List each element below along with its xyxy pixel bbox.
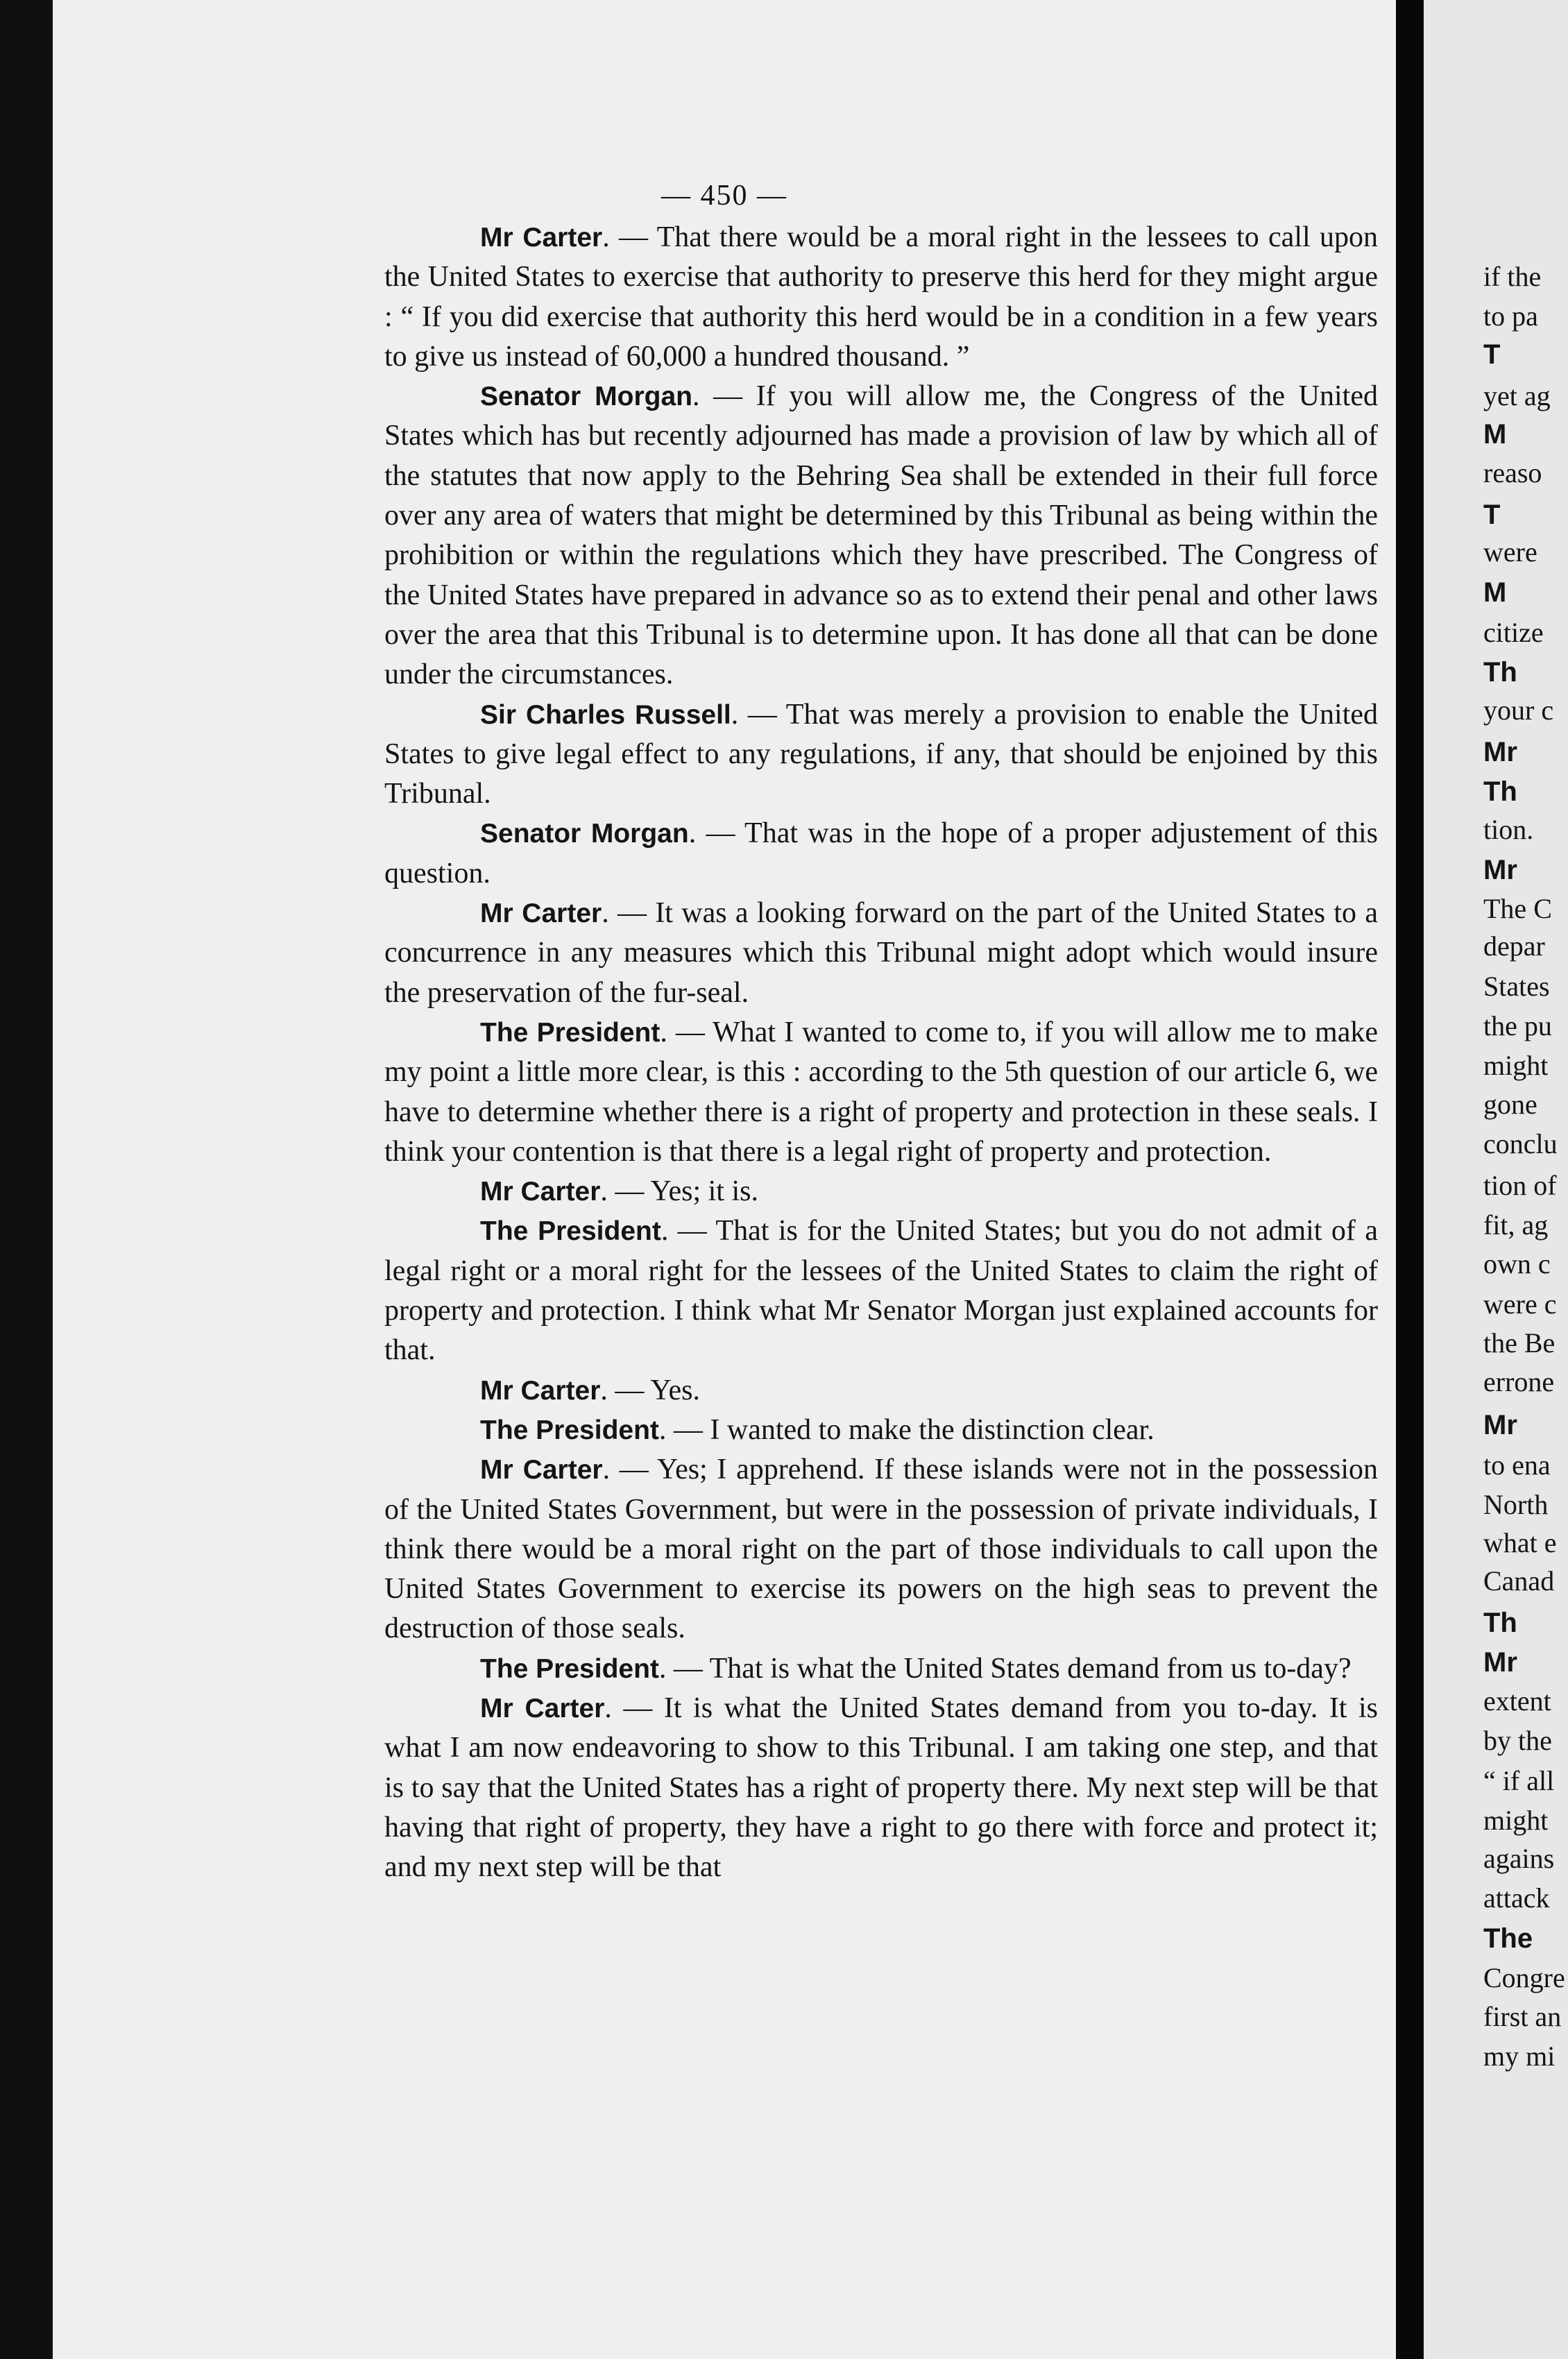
facing-text-fragment: might (1483, 1050, 1549, 1081)
facing-text-fragment: depar (1483, 930, 1545, 962)
speaker-name: Mr Carter (480, 899, 602, 929)
facing-page-line (1483, 1449, 1551, 1481)
facing-page-line (1483, 2000, 1561, 2033)
facing-page-line (1483, 380, 1551, 412)
facing-page-line (1483, 930, 1545, 962)
transcript-paragraph (384, 695, 1378, 815)
facing-text-fragment: reaso (1483, 457, 1542, 488)
facing-speaker-fragment: M (1483, 577, 1507, 608)
facing-speaker-fragment: Mr (1483, 737, 1517, 767)
facing-page-line (1483, 1685, 1551, 1717)
facing-page-line (1483, 1922, 1533, 1955)
facing-page-line (1483, 1365, 1554, 1398)
facing-text-fragment: yet ag (1483, 380, 1551, 411)
speaker-name: Mr Carter (480, 223, 603, 253)
facing-page-line (1483, 1488, 1548, 1521)
transcript-paragraph (384, 218, 1378, 377)
facing-text-fragment: were (1483, 536, 1537, 568)
transcript-paragraph (384, 1371, 1378, 1411)
speech-text: . — That was merely a provision to enable the United States to give legal effect to any regulations, if any, that should be enjoined by this Tribunal. (384, 698, 1379, 810)
facing-text-fragment: The C (1483, 893, 1552, 924)
facing-page-line (1483, 1961, 1565, 1994)
speech-text: . — That is for the United States; but you do not admit of a legal right or a moral right for the lessees of the United States to claim the right of property and protection. I think what Mr Senator Morgan just explained accounts for that. (384, 1215, 1378, 1367)
facing-page-line (1483, 656, 1517, 688)
facing-speaker-fragment: Th (1483, 1608, 1517, 1638)
facing-page-line (1483, 576, 1506, 608)
facing-speaker-fragment: Mr (1483, 1647, 1517, 1678)
speech-text: . — That was in the hope of a proper adjustement of this question. (384, 817, 1378, 889)
transcript-paragraph (384, 377, 1378, 695)
facing-page-line (1483, 1288, 1556, 1320)
speaker-name: The President (480, 1415, 659, 1445)
facing-page-line (1483, 1127, 1558, 1160)
facing-page-line (1483, 2040, 1555, 2072)
facing-page-line (1483, 1408, 1517, 1441)
facing-page-line (1483, 616, 1544, 649)
speech-text: . — What I wanted to come to, if you will allow me to make my point a little more clear, is this : according to the 5th question of our article 6, we have to determine whether there is a right of property and protection in these seals. I think your contention is that there is a legal right of property and protection. (384, 1016, 1378, 1168)
facing-page-line (1483, 338, 1500, 371)
facing-text-fragment: what e (1483, 1527, 1557, 1558)
speech-text: . — That there would be a moral right in the lessees to call upon the United States to exercise that authority to preserve this herd for they might argue : “ If you did exercise that authority this herd would be in a condition in a few years to give us instead of 60,000 a hundred thousand. ” (384, 221, 1378, 373)
facing-text-fragment: the Be (1483, 1327, 1556, 1359)
speaker-name: Mr Carter (480, 1375, 601, 1406)
page-number: — 450 — (661, 180, 787, 212)
facing-speaker-fragment: Th (1483, 776, 1517, 807)
facing-text-fragment: might (1483, 1805, 1549, 1836)
speaker-name: Mr Carter (480, 1455, 603, 1485)
transcript-paragraph (384, 894, 1378, 1013)
transcript-paragraph (384, 1411, 1378, 1450)
facing-speaker-fragment: T (1483, 339, 1501, 370)
facing-page-line (1483, 775, 1517, 808)
speech-text: . — If you will allow me, the Congress of the United States which has but recently adjourned has made a provision of law by which all of the statutes that now apply to the Behring Sea shall be extended in their full force over any area of waters that might be determined by this Tribunal as being within the prohibition or within the regulations which they have prescribed. The Congress of the United States have prepared in advance so as to extend their penal and other laws over the area that this Tribunal is to determine upon. It has done all that can be done under the circumstances. (384, 380, 1378, 691)
speaker-name: Senator Morgan (480, 382, 692, 412)
facing-page-line (1483, 813, 1533, 846)
facing-text-fragment: tion of (1483, 1170, 1557, 1201)
book-gutter (1396, 0, 1424, 2359)
facing-text-fragment: to pa (1483, 300, 1538, 332)
transcript-paragraph (384, 1450, 1378, 1649)
facing-page-line (1483, 1606, 1517, 1639)
facing-speaker-fragment: M (1483, 419, 1507, 450)
facing-text-fragment: if the (1483, 261, 1542, 292)
facing-page-line (1483, 1724, 1552, 1757)
speech-text: . — It is what the United States demand from you to-day. It is what I am now endeavoring to show to this Tribunal. I am taking one step, and that is to say that the United States has a right of property there. My next step will be that having that right of property, they have a right to go there with force and protect it; and my next step will be that (384, 1692, 1378, 1884)
facing-page-line (1483, 1088, 1537, 1121)
facing-text-fragment: fit, ag (1483, 1209, 1549, 1241)
facing-text-fragment: North (1483, 1489, 1549, 1520)
facing-page-line (1483, 694, 1553, 726)
facing-page-line (1483, 418, 1506, 450)
facing-page-line (1483, 1646, 1517, 1678)
facing-page-line (1483, 300, 1538, 332)
facing-text-fragment: “ if all (1483, 1765, 1555, 1796)
facing-text-fragment: attack (1483, 1882, 1550, 1914)
facing-text-fragment: to ena (1483, 1449, 1551, 1481)
facing-page-line (1483, 892, 1552, 925)
transcript-paragraph (384, 1013, 1378, 1172)
facing-page-line (1483, 1804, 1548, 1837)
speaker-name: The President (480, 1017, 661, 1048)
facing-text-fragment: tion. (1483, 814, 1534, 845)
transcript-paragraph (384, 1172, 1378, 1211)
facing-text-fragment: agains (1483, 1843, 1555, 1874)
facing-text-fragment: by the (1483, 1725, 1552, 1756)
facing-speaker-fragment: T (1483, 500, 1501, 530)
facing-text-fragment: States (1483, 971, 1550, 1002)
facing-speaker-fragment: Th (1483, 657, 1517, 688)
speech-text: . — That is what the United States demand from us to-day? (658, 1652, 1352, 1685)
facing-page-line (1483, 853, 1517, 886)
speaker-name: Senator Morgan (480, 819, 689, 849)
facing-page-line (1483, 536, 1537, 568)
facing-page-line (1483, 1842, 1554, 1875)
facing-page-line (1483, 1565, 1554, 1597)
facing-text-fragment: extent (1483, 1685, 1551, 1717)
facing-page-line (1483, 970, 1550, 1003)
speaker-name: Mr Carter (480, 1693, 605, 1723)
facing-page-line (1483, 1882, 1550, 1914)
facing-page-line (1483, 260, 1541, 293)
speaker-name: The President (480, 1653, 659, 1684)
transcript-paragraph (384, 1211, 1378, 1370)
transcript-paragraph (384, 1689, 1378, 1887)
facing-page-line (1483, 1209, 1548, 1241)
page-body (384, 218, 1378, 1887)
facing-text-fragment: errone (1483, 1366, 1555, 1397)
facing-text-fragment: were c (1483, 1288, 1557, 1320)
scan-left-margin (0, 0, 56, 2359)
facing-text-fragment: own c (1483, 1248, 1551, 1279)
facing-page-line (1483, 1247, 1551, 1280)
speaker-name: Mr Carter (480, 1177, 601, 1207)
speaker-name: The President (480, 1216, 661, 1247)
facing-text-fragment: first an (1483, 2001, 1562, 2032)
facing-page-line (1483, 498, 1500, 531)
facing-text-fragment: Congre (1483, 1962, 1565, 1993)
facing-text-fragment: my mi (1483, 2041, 1556, 2072)
facing-page-line (1483, 1010, 1552, 1042)
facing-text-fragment: Canad (1483, 1565, 1555, 1596)
transcript-paragraph (384, 814, 1378, 894)
facing-speaker-fragment: Mr (1483, 1410, 1517, 1440)
facing-text-fragment: gone (1483, 1089, 1537, 1120)
speaker-name: Sir Charles Russell (480, 699, 731, 730)
facing-page (1424, 0, 1568, 2359)
facing-page-line (1483, 1169, 1557, 1202)
speech-text: . — Yes; it is. (600, 1175, 758, 1208)
facing-speaker-fragment: The (1483, 1923, 1533, 1954)
facing-text-fragment: your c (1483, 695, 1554, 726)
speech-text: . — Yes; I apprehend. If these islands were not in the possession of the United States Government, but were in the possession of private individuals, I think there would be a moral right on the part of those individuals to call upon the United States Government to exercise its powers on the high seas to prevent the destruction of those seals. (384, 1454, 1379, 1645)
facing-page-line (1483, 1526, 1557, 1559)
facing-text-fragment: conclu (1483, 1128, 1558, 1159)
book-page (53, 0, 1396, 2359)
facing-page-line (1483, 735, 1517, 768)
facing-page-line (1483, 457, 1542, 489)
facing-page-line (1483, 1049, 1548, 1082)
facing-text-fragment: the pu (1483, 1010, 1552, 1041)
facing-speaker-fragment: Mr (1483, 855, 1517, 885)
speech-text: . — I wanted to make the distinction clear. (658, 1413, 1154, 1446)
facing-text-fragment: citize (1483, 617, 1544, 648)
transcript-paragraph (384, 1649, 1378, 1689)
speech-text: . — It was a looking forward on the part of the United States to a concurrence in any measures which this Tribunal might adopt which would insure the preservation of the fur-seal. (384, 897, 1379, 1009)
facing-page-line (1483, 1764, 1554, 1797)
facing-page-line (1483, 1327, 1555, 1359)
speech-text: . — Yes. (600, 1374, 700, 1406)
